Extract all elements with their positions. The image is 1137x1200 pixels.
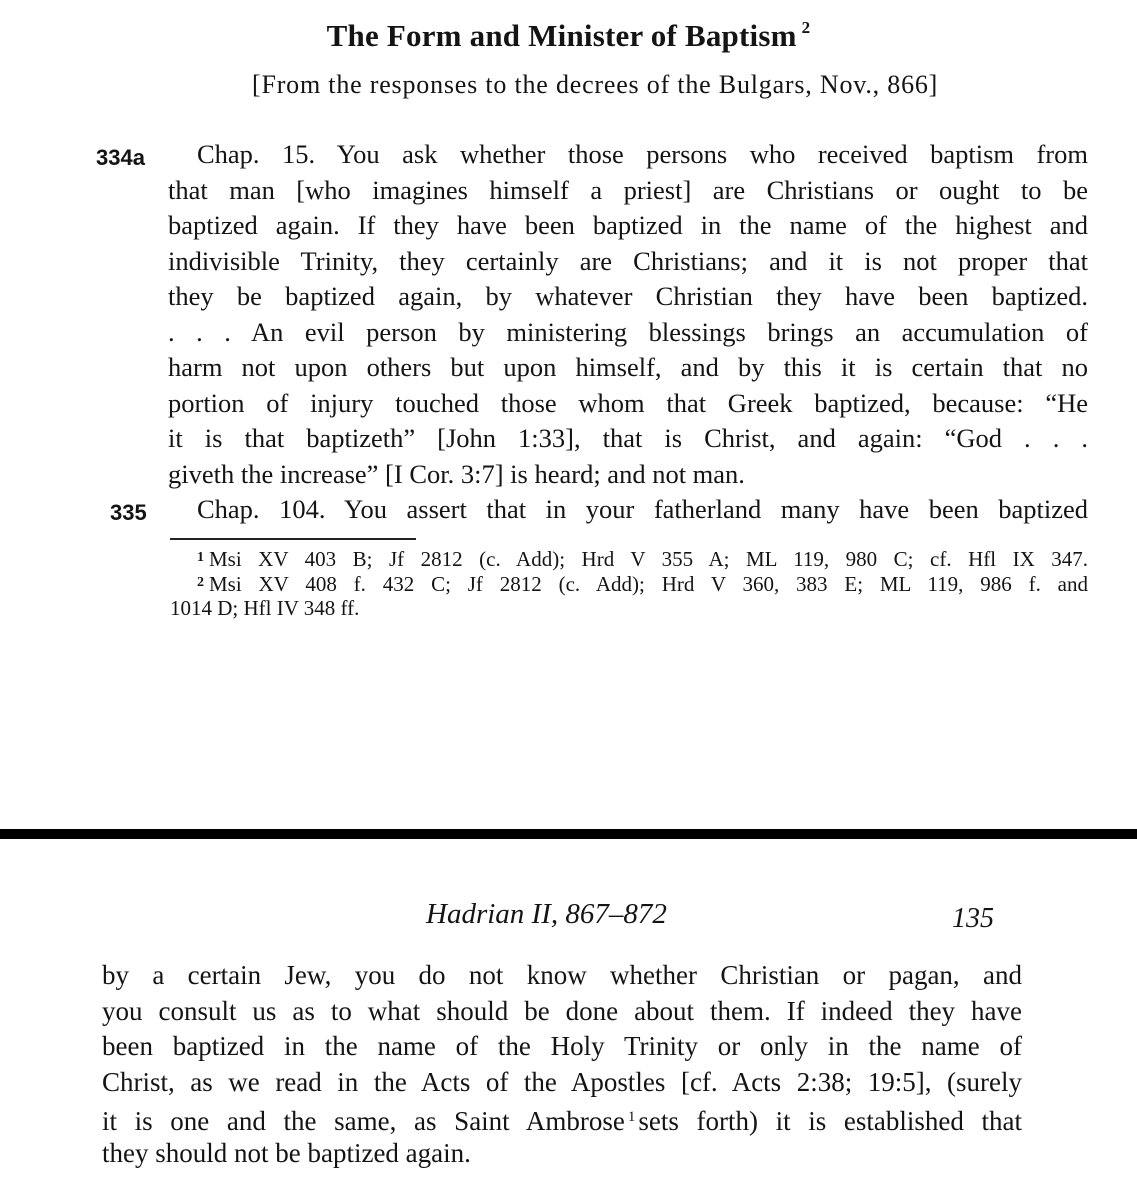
section-title (0, 18, 1137, 54)
text-line: indivisible Trinity, they certainly are Christians; and it is not proper that (168, 245, 1088, 276)
text-line: Chap. 15. You ask whether those persons who received baptism from (197, 139, 1088, 169)
text-line: been baptized in the name of the Holy Trinity or only in the name of (102, 1031, 1022, 1061)
footnote-2-continued: 1014 D; Hfl IV 348 ff. (170, 596, 360, 620)
footnote-text: Msi XV 408 f. 432 C; Jf 2812 (c. Add); Hrd V 360, 383 E; ML 119, 986 f. and (209, 572, 1088, 596)
text-line: that man [who imagines himself a priest] are Christians or ought to be (168, 174, 1088, 205)
title-footnote-marker: 2 (801, 17, 811, 37)
footnote-text: Msi XV 403 B; Jf 2812 (c. Add); Hrd V 355 A; ML 119, 980 C; cf. Hfl IX 347. (209, 547, 1088, 571)
text-line: they be baptized again, by whatever Christian they have been baptized. (168, 281, 1088, 311)
page-number: 135 (952, 903, 994, 934)
paragraph-334a (168, 137, 1088, 528)
page-divider (0, 829, 1137, 839)
running-head: Hadrian II, 867–872 (426, 898, 667, 930)
footnote-rule (170, 538, 416, 540)
text-line: they should not be baptized again. (102, 1137, 471, 1168)
text-line: by a certain Jew, you do not know whether Christian or pagan, and (102, 960, 1022, 990)
margin-number-335: 335 (110, 500, 147, 525)
text-line-with-footnote (102, 1100, 1022, 1136)
margin-number-334a: 334a (96, 145, 145, 170)
source-note: [From the responses to the decrees of the Bulgars, Nov., 866] (252, 70, 939, 99)
text-line: it is that baptizeth” [John 1:33], that is Christ, and again: “God . . . (168, 423, 1088, 453)
text-line: . . . An evil person by ministering blessings brings an accumulation of (168, 316, 1088, 347)
text-line: you consult us as to what should be done about them. If indeed they have (102, 995, 1022, 1026)
text-fragment: it is one and the same, as Saint Ambrose (102, 1106, 625, 1136)
footnote-reference: 1 (627, 1109, 636, 1125)
paragraph-335-first-line: Chap. 104. You assert that in your fatherland many have been baptized (197, 494, 1088, 524)
footnotes (170, 546, 1088, 620)
text-line: portion of injury touched those whom that Greek baptized, because: “He (168, 387, 1088, 418)
section-title-text: The Form and Minister of Baptism (326, 18, 797, 53)
footnote-1 (170, 546, 1088, 571)
text-line: Christ, as we read in the Acts of the Apostles [cf. Acts 2:38; 19:5], (surely (102, 1066, 1022, 1097)
continued-paragraph (102, 958, 1022, 1171)
text-line: giveth the increase” [I Cor. 3:7] is heard; and not man. (168, 458, 745, 489)
footnote-2 (170, 571, 1088, 596)
footnote-number: 1 (197, 550, 204, 565)
text-line: baptized again. If they have been baptized in the name of the highest and (168, 210, 1088, 240)
text-fragment: sets forth) it is established that (638, 1106, 1022, 1136)
text-line: harm not upon others but upon himself, and by this it is certain that no (168, 352, 1088, 382)
footnote-number: 2 (197, 575, 204, 590)
